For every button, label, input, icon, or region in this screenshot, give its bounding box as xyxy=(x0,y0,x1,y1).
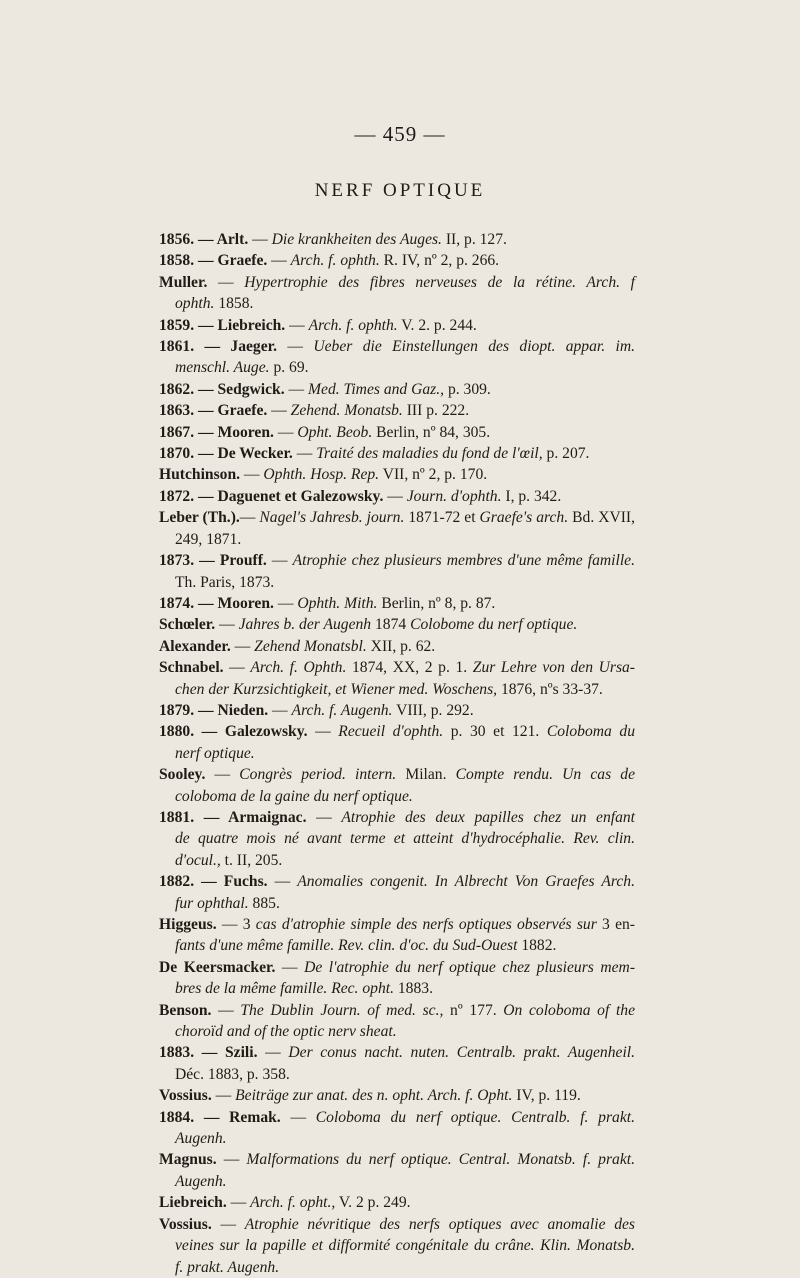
entry-line xyxy=(159,614,635,635)
bibliography-entry xyxy=(159,957,635,1000)
entry-title: Arch. f. opht., xyxy=(250,1194,336,1212)
entry-author: 1884. — Remak. xyxy=(159,1108,281,1126)
entry-text: — xyxy=(226,1194,251,1212)
entry-title: nerf optique. xyxy=(175,744,255,762)
entry-continuation-line xyxy=(159,850,635,871)
entry-title: Congrès period. intern. xyxy=(239,766,397,784)
bibliography-entry xyxy=(159,1149,635,1192)
entry-text: Berlin, nº 84, 305. xyxy=(372,423,491,441)
entry-title: Hypertrophie des fibres nerveuses de la rétine. Arch. f xyxy=(244,273,636,291)
entry-text: — xyxy=(230,637,255,655)
entry-title: Zehend Monatsbl. xyxy=(254,637,367,655)
entry-title: Nagel's Jahresb. journ. xyxy=(259,509,405,527)
entry-title: Augenh. xyxy=(175,1172,227,1190)
entry-text: t. II, 205. xyxy=(220,851,283,869)
entry-line xyxy=(159,700,635,721)
entry-author: 1882. — Fuchs. xyxy=(159,873,268,891)
entry-line xyxy=(159,871,635,892)
entry-text: — xyxy=(307,723,339,741)
entry-line xyxy=(159,464,635,485)
bibliography-entry xyxy=(159,336,635,379)
entry-text: 885. xyxy=(248,894,280,912)
entry-text: — xyxy=(266,552,293,570)
entry-line xyxy=(159,400,635,421)
entry-title: Beiträge zur anat. des n. opht. Arch. f. Opht. xyxy=(235,1087,513,1105)
entry-title: Zehend. Monatsb. xyxy=(290,402,403,420)
entry-line xyxy=(159,486,635,507)
entry-continuation-line xyxy=(159,572,635,593)
entry-author: De Keersmacker. xyxy=(159,958,276,976)
entry-title: Ueber die Einstellungen des diopt. appar. im. xyxy=(313,338,635,356)
entry-author: 1880. — Galezowsky. xyxy=(159,723,308,741)
bibliography-entry xyxy=(159,315,635,336)
bibliography-entry xyxy=(159,486,635,507)
entry-text: — xyxy=(211,1215,245,1233)
entry-title: Arch. f. ophth. xyxy=(290,252,380,270)
entry-text: Déc. 1883, p. 358. xyxy=(175,1065,290,1083)
entry-text: — xyxy=(267,252,291,270)
entry-author: Magnus. xyxy=(159,1151,217,1169)
entry-line xyxy=(159,914,635,935)
entry-text: — xyxy=(306,808,342,826)
entry-text: — xyxy=(248,231,272,248)
entry-continuation-line xyxy=(159,935,635,956)
entry-title: Journ. d'ophth. xyxy=(406,487,502,505)
entry-continuation-line xyxy=(159,1128,635,1149)
entry-title: Ophth. Mith. xyxy=(297,594,378,612)
entry-author: 1874. — Mooren. xyxy=(159,594,274,612)
bibliography-entry xyxy=(159,593,635,614)
entry-author: Schœler. xyxy=(159,616,216,634)
entry-text: — xyxy=(273,423,298,441)
bibliography-entry xyxy=(159,464,635,485)
bibliography-entry xyxy=(159,422,635,443)
entry-text: XII, p. 62. xyxy=(366,637,436,655)
entry-text: 1871-72 et xyxy=(404,509,480,527)
entry-author: 1863. — Graefe. xyxy=(159,402,268,420)
entry-line xyxy=(159,1085,635,1106)
bibliography-entry xyxy=(159,807,635,871)
entry-line xyxy=(159,315,635,336)
entry-continuation-line xyxy=(159,1021,635,1042)
bibliography-list xyxy=(159,229,635,1278)
entry-line xyxy=(159,1214,635,1235)
entry-author: 1873. — Prouff. xyxy=(159,552,267,570)
entry-continuation-line xyxy=(159,978,635,999)
entry-text: — xyxy=(277,338,314,356)
entry-text: 249, 1871. xyxy=(175,530,242,548)
entry-title: Augenh. xyxy=(175,1130,227,1148)
entry-title: Ophth. Hosp. Rep. xyxy=(263,466,380,484)
entry-title: Arch. f. Augenh. xyxy=(291,701,393,719)
bibliography-entry xyxy=(159,1192,635,1213)
entry-line xyxy=(159,636,635,657)
entry-line xyxy=(159,1000,635,1021)
bibliography-entry xyxy=(159,272,635,315)
entry-text: — xyxy=(207,273,245,291)
entry-text: II, p. 127. xyxy=(441,231,507,248)
entry-text: V. 2 p. 249. xyxy=(335,1194,411,1212)
entry-title: Atrophie des deux papilles chez un enfant xyxy=(341,808,636,826)
entry-line xyxy=(159,721,635,742)
entry-text: IV, p. 119. xyxy=(512,1087,581,1105)
entry-author: 1861. — Jaeger. xyxy=(159,338,278,356)
entry-title: De l'atrophie du nerf optique chez plusieurs mem- xyxy=(304,958,636,976)
entry-author: 1881. — Armaignac. xyxy=(159,808,307,826)
entry-author: 1870. — De Wecker. xyxy=(159,445,293,463)
bibliography-entry xyxy=(159,229,635,250)
entry-text: p. 207. xyxy=(542,445,590,463)
bibliography-entry xyxy=(159,550,635,593)
entry-title: Coloboma du xyxy=(546,723,636,741)
entry-title: Coloboma du nerf optique. Centralb. f. prakt. xyxy=(315,1108,635,1126)
entry-text: — xyxy=(280,1108,316,1126)
bibliography-entry xyxy=(159,443,635,464)
entry-author: 1867. — Mooren. xyxy=(159,423,274,441)
entry-title: menschl. Auge. xyxy=(175,359,270,377)
entry-author: 1879. — Nieden. xyxy=(159,701,269,719)
entry-line xyxy=(159,807,635,828)
entry-title: de quatre mois né avant terme et atteint d'hydrocéphalie. Rev. clin. xyxy=(175,830,635,848)
entry-title: chen der Kurzsichtigkeit, et Wiener med. Woschens, xyxy=(175,680,498,698)
entry-author: Muller. xyxy=(159,273,208,291)
entry-text: — xyxy=(292,445,317,463)
entry-text: Berlin, nº 8, p. 87. xyxy=(377,594,496,612)
entry-author: 1856. — Arlt. xyxy=(159,231,249,248)
entry-text: 1876, nºs 33-37. xyxy=(497,680,603,698)
entry-text: — xyxy=(211,1001,241,1019)
entry-title: choroïd and of the optic nerv sheat. xyxy=(175,1023,397,1041)
entry-text: p. 30 et 121. xyxy=(443,723,547,741)
entry-author: Liebreich. xyxy=(159,1194,227,1212)
entry-author: Alexander. xyxy=(159,637,231,655)
entry-text: — xyxy=(275,958,305,976)
entry-text: — xyxy=(211,1087,236,1105)
entry-title: Opht. Beob. xyxy=(297,423,373,441)
bibliography-entry xyxy=(159,1042,635,1085)
entry-text: 1874 xyxy=(371,616,411,634)
bibliography-entry xyxy=(159,871,635,914)
entry-author: 1862. — Sedgwick. xyxy=(159,380,285,398)
bibliography-entry xyxy=(159,700,635,721)
entry-continuation-line xyxy=(159,1171,635,1192)
entry-line xyxy=(159,1149,635,1170)
entry-title: The Dublin Journ. of med. sc., xyxy=(240,1001,444,1019)
entry-text: V. 2. p. 244. xyxy=(397,316,477,334)
entry-author: Sooley. xyxy=(159,766,206,784)
entry-title: Jahres b. der Augenh xyxy=(238,616,372,634)
bibliography-entry xyxy=(159,250,635,271)
entry-continuation-line xyxy=(159,1257,635,1278)
entry-text: — xyxy=(285,316,309,334)
entry-line xyxy=(159,1042,635,1063)
entry-text: 1883. xyxy=(393,980,433,998)
entry-text: p. 69. xyxy=(269,359,309,377)
bibliography-entry xyxy=(159,914,635,957)
entry-text: VIII, p. 292. xyxy=(392,701,474,719)
entry-continuation-line xyxy=(159,893,635,914)
entry-text: — xyxy=(216,1151,247,1169)
entry-continuation-line xyxy=(159,743,635,764)
bibliography-entry xyxy=(159,657,635,700)
entry-title: Zur Lehre von den Ursa- xyxy=(472,659,636,677)
bibliography-entry xyxy=(159,764,635,807)
entry-author: Higgeus. xyxy=(159,916,217,933)
entry-line xyxy=(159,272,635,293)
entry-continuation-line xyxy=(159,529,635,550)
bibliography-entry xyxy=(159,507,635,550)
entry-text: R. IV, nº 2, p. 266. xyxy=(379,252,500,270)
entry-text: — xyxy=(205,766,240,784)
entry-line xyxy=(159,229,635,250)
bibliography-entry xyxy=(159,1085,635,1106)
entry-line xyxy=(159,593,635,614)
entry-title: ophth. xyxy=(175,295,215,313)
entry-text: Milan. xyxy=(396,766,456,784)
entry-text: — xyxy=(273,594,298,612)
entry-text: — xyxy=(239,509,260,527)
entry-title: bres de la même famille. Rec. opht. xyxy=(175,980,394,998)
entry-line xyxy=(159,422,635,443)
entry-title: Arch. f. ophth. xyxy=(308,316,398,334)
page-number: — 459 — xyxy=(354,122,446,146)
entry-continuation-line xyxy=(159,1064,635,1085)
entry-title: coloboma de la gaine du nerf optique. xyxy=(175,787,413,805)
entry-title: Anomalies congenit. In Albrecht Von Graefes Arch. xyxy=(297,873,635,891)
bibliography-entry xyxy=(159,1107,635,1150)
entry-text: — xyxy=(267,873,298,891)
entry-line xyxy=(159,379,635,400)
entry-title: cas d'atrophie simple des nerfs optiques observés sur xyxy=(255,916,597,933)
entry-continuation-line xyxy=(159,679,635,700)
entry-line xyxy=(159,250,635,271)
entry-text: 3 en- xyxy=(596,916,635,933)
entry-text: III p. 222. xyxy=(402,402,470,420)
entry-author: Vossius. xyxy=(159,1215,212,1233)
entry-title: Atrophie chez plusieurs membres d'une même famille. xyxy=(292,552,635,570)
entry-title: Malformations du nerf optique. Central. Monatsb. f. prakt. xyxy=(246,1151,635,1169)
entry-text: Bd. XVII, xyxy=(568,509,635,527)
section-title: NERF OPTIQUE xyxy=(314,180,486,201)
entry-continuation-line xyxy=(159,293,635,314)
entry-author: 1883. — Szili. xyxy=(159,1044,258,1062)
entry-text: 1874, XX, 2 p. 1. xyxy=(346,659,473,677)
entry-title: f. prakt. Augenh. xyxy=(175,1258,280,1276)
entry-title: On coloboma of the xyxy=(503,1001,635,1019)
entry-title: Med. Times and Gaz., xyxy=(308,380,445,398)
entry-text: — xyxy=(383,487,407,505)
entry-author: Schnabel. xyxy=(159,659,224,677)
entry-text: — xyxy=(257,1044,289,1062)
entry-title: d'ocul., xyxy=(175,851,221,869)
entry-title: Colobome du nerf optique. xyxy=(410,616,578,634)
entry-continuation-line xyxy=(159,828,635,849)
entry-line xyxy=(159,764,635,785)
entry-author: Hutchinson. xyxy=(159,466,241,484)
entry-line xyxy=(159,507,635,528)
entry-text: nº 177. xyxy=(443,1001,504,1019)
entry-text: — xyxy=(284,380,309,398)
entry-title: Traité des maladies du fond de l'œil, xyxy=(316,445,543,463)
entry-text: VII, nº 2, p. 170. xyxy=(379,466,488,484)
entry-author: Benson. xyxy=(159,1001,212,1019)
entry-text: p. 309. xyxy=(444,380,491,398)
entry-author: 1859. — Liebreich. xyxy=(159,316,286,334)
entry-line xyxy=(159,1107,635,1128)
bibliography-entry xyxy=(159,614,635,635)
entry-title: fur ophthal. xyxy=(175,894,249,912)
bibliography-entry xyxy=(159,1214,635,1278)
entry-title: fants d'une même famille. Rev. clin. d'oc. du Sud-Ouest xyxy=(175,937,518,955)
bibliography-entry xyxy=(159,400,635,421)
entry-text: — 3 xyxy=(216,916,256,933)
entry-text: — xyxy=(268,701,292,719)
bibliography-entry xyxy=(159,1000,635,1043)
entry-title: veines sur la papille et difformité congénitale du crâne. Klin. Monatsb. xyxy=(175,1237,635,1255)
bibliography-entry xyxy=(159,636,635,657)
entry-title: Der conus nacht. nuten. Centralb. prakt. Augenheil. xyxy=(288,1044,636,1062)
entry-text: — xyxy=(223,659,251,677)
entry-text: — xyxy=(215,616,239,634)
entry-text: I, p. 342. xyxy=(501,487,562,505)
entry-line xyxy=(159,657,635,678)
entry-title: Graefe's arch. xyxy=(479,509,569,527)
entry-line xyxy=(159,550,635,571)
entry-author: Vossius. xyxy=(159,1087,212,1105)
entry-text: 1882. xyxy=(517,937,557,955)
entry-continuation-line xyxy=(159,357,635,378)
bibliography-entry xyxy=(159,721,635,764)
bibliography-entry xyxy=(159,379,635,400)
entry-continuation-line xyxy=(159,1235,635,1256)
entry-title: Atrophie névritique des nerfs optiques avec anomalie des xyxy=(244,1215,635,1233)
entry-text: 1858. xyxy=(214,295,254,313)
entry-line xyxy=(159,1192,635,1213)
entry-author: 1858. — Graefe. xyxy=(159,252,268,270)
entry-line xyxy=(159,957,635,978)
entry-line xyxy=(159,443,635,464)
entry-line xyxy=(159,336,635,357)
entry-title: Recueil d'ophth. xyxy=(338,723,444,741)
entry-title: Die krankheiten des Auges. xyxy=(271,231,442,248)
entry-text: — xyxy=(240,466,264,484)
entry-author: 1872. — Daguenet et Galezowsky. xyxy=(159,487,384,505)
entry-text: — xyxy=(267,402,291,420)
entry-title: Arch. f. Ophth. xyxy=(250,659,347,677)
entry-text: Th. Paris, 1873. xyxy=(175,573,275,591)
entry-title: Compte rendu. Un cas de xyxy=(455,766,636,784)
entry-continuation-line xyxy=(159,786,635,807)
entry-author: Leber (Th.). xyxy=(159,509,240,527)
